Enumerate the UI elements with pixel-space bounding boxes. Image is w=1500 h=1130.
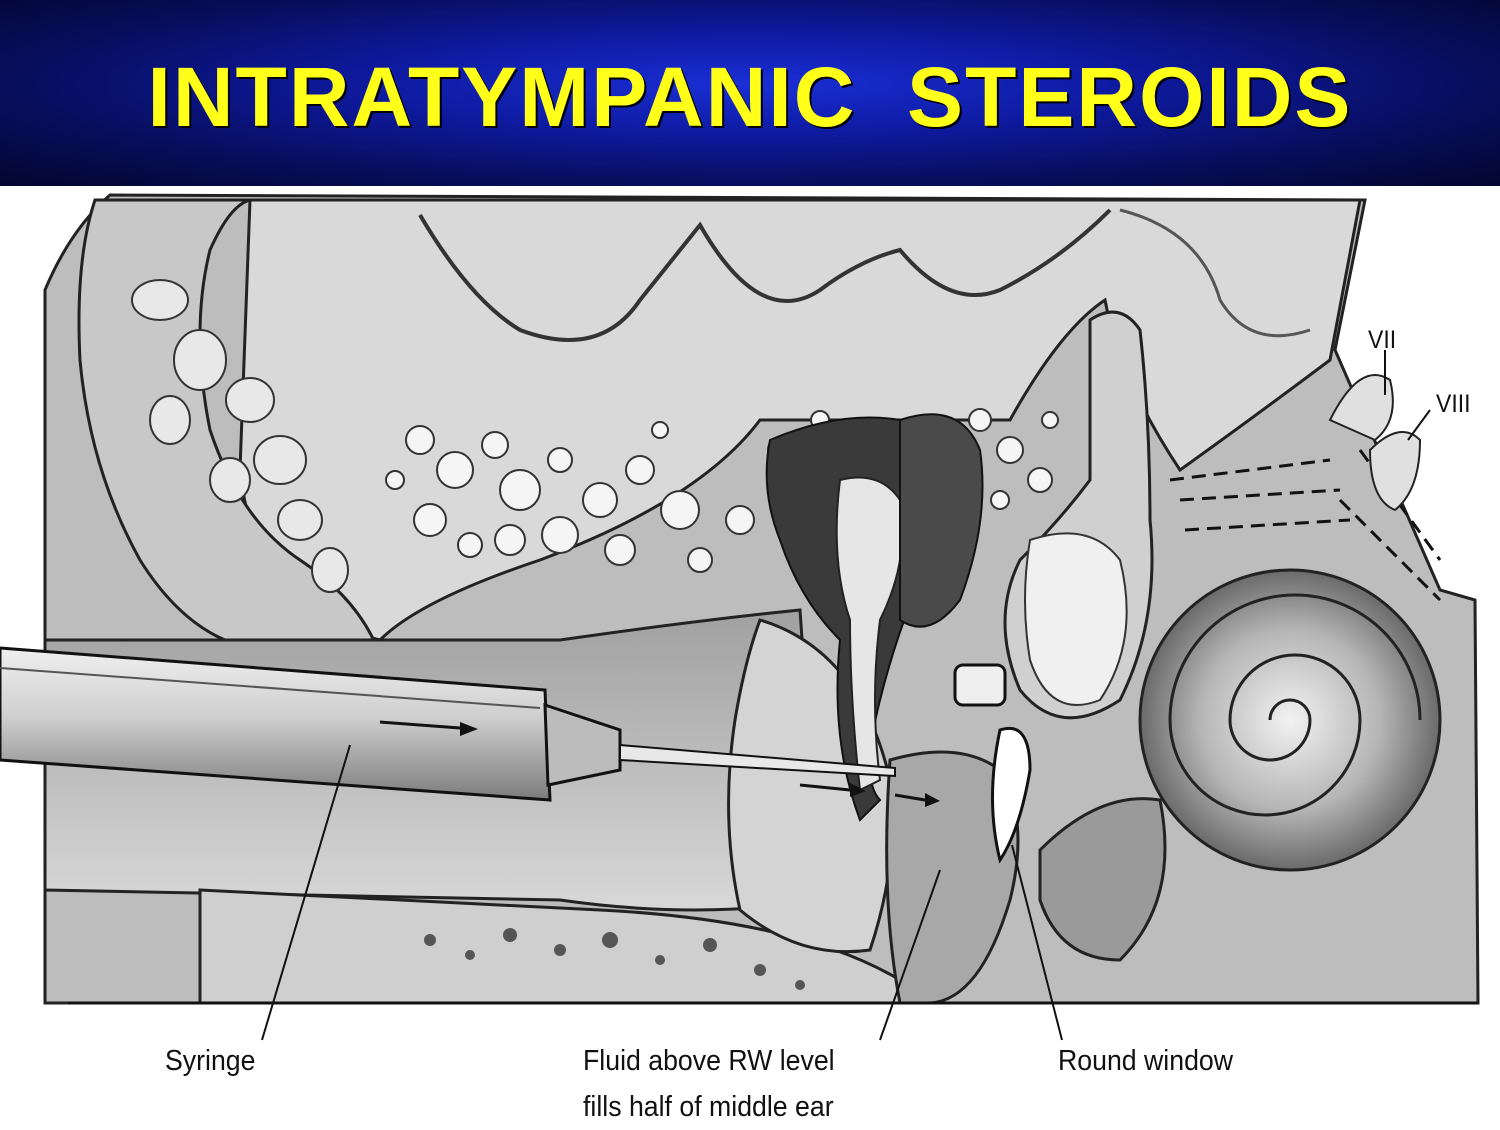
slide-title: INTRATYMPANIC STEROIDS — [147, 49, 1353, 144]
title-bar — [0, 0, 1500, 186]
label-fluid-line1: Fluid above RW level — [583, 1045, 835, 1077]
label-fluid-line2: fills half of middle ear — [583, 1091, 834, 1123]
viii-leader-line — [1408, 410, 1430, 440]
stapes — [955, 665, 1005, 705]
label-nerve-viii: VIII — [1436, 390, 1471, 418]
label-syringe: Syringe — [165, 1045, 256, 1077]
ear-illustration — [0, 186, 1500, 1125]
vestibule — [1025, 533, 1127, 705]
label-nerve-vii: VII — [1368, 326, 1397, 354]
cochlea — [1140, 570, 1440, 870]
ear-diagram — [0, 186, 1500, 1125]
label-round-window: Round window — [1058, 1045, 1234, 1077]
